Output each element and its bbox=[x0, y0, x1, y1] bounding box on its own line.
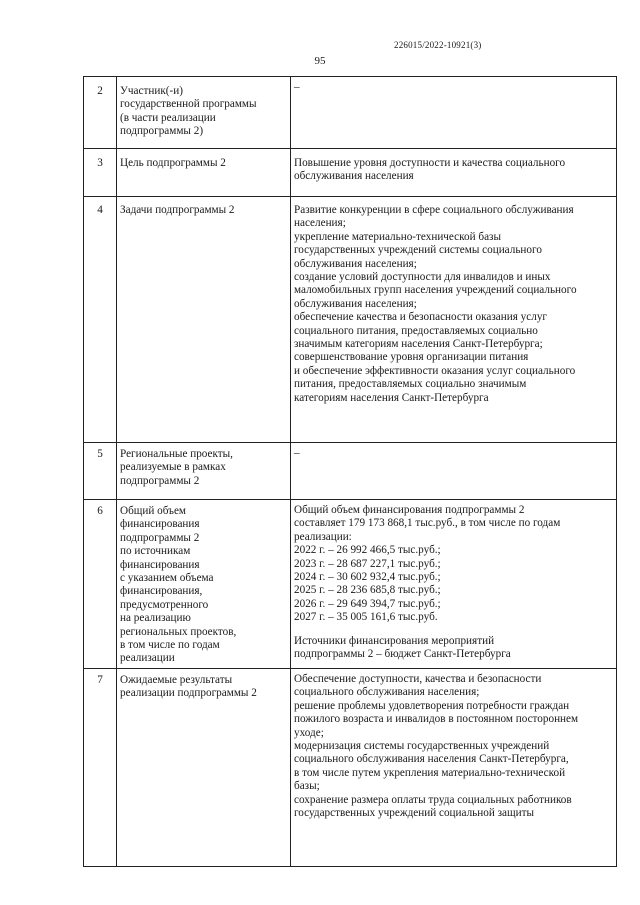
row-label: Региональные проекты, реализуемые в рамках подпрограммы 2 bbox=[117, 443, 291, 500]
document-id: 226015/2022-10921(3) bbox=[394, 40, 482, 50]
row-label: Ожидаемые результаты реализации подпрограммы 2 bbox=[117, 668, 291, 866]
row-label: Задачи подпрограммы 2 bbox=[117, 197, 291, 443]
row-number: 6 bbox=[84, 500, 117, 669]
page-number: 95 bbox=[314, 55, 326, 67]
row-content: – bbox=[291, 77, 617, 149]
table-row bbox=[84, 500, 617, 669]
row-content bbox=[291, 500, 617, 669]
row-label: Цель подпрограммы 2 bbox=[117, 149, 291, 197]
row-content: Повышение уровня доступности и качества социального обслуживания населения bbox=[291, 149, 617, 197]
row-number: 3 bbox=[84, 149, 117, 197]
row-number: 7 bbox=[84, 668, 117, 866]
spacer bbox=[294, 625, 613, 635]
row-number: 4 bbox=[84, 197, 117, 443]
financing-sources: Источники финансирования мероприятий подпрограммы 2 – бюджет Санкт-Петербурга bbox=[294, 634, 511, 661]
financing-total: Общий объем финансирования подпрограммы 2 составляет 179 173 868,1 тыс.руб., в том числе по годам реализации: 2022 г. – 26 992 466,5 тыс.руб.; 2023 г. – 28 687 227,1 тыс.руб.; 2024 г. – 30 602 932,4 тыс.руб.; 2025 г. – 28 236 685,8 тыс.руб.; 2026 г. – 29 649 394,7 тыс.руб.; 2027 г. – 35 005 161,6 тыс.руб. bbox=[294, 504, 561, 624]
row-label: Общий объем финансирования подпрограммы 2 по источникам финансирования с указанием объема финансирования, предусмотренного на реализацию региональных проектов, в том числе по годам реализации bbox=[117, 500, 291, 669]
row-number: 5 bbox=[84, 443, 117, 500]
table-row bbox=[84, 149, 617, 197]
row-content: Обеспечение доступности, качества и безопасности социального обслуживания населения; решение проблемы удовлетворения потребности граждан пожилого возраста и инвалидов в постоянном постороннем уходе; модернизация системы государственных учреждений социального обслуживания населения Санкт-Петербурга, в том числе путем укрепления материально-технической базы; сохранение размера оплаты труда социальных работников государственных учреждений социальной защиты bbox=[291, 668, 617, 866]
row-content: – bbox=[291, 443, 617, 500]
table-row bbox=[84, 77, 617, 149]
row-number: 2 bbox=[84, 77, 117, 149]
table-row bbox=[84, 443, 617, 500]
row-label: Участник(-и) государственной программы (в части реализации подпрограммы 2) bbox=[117, 77, 291, 149]
subprogram-passport-table bbox=[83, 76, 617, 867]
table-row bbox=[84, 197, 617, 443]
table-row bbox=[84, 668, 617, 866]
row-content: Развитие конкуренции в сфере социального обслуживания населения; укрепление материально-технической базы государственных учреждений системы социального обслуживания населения; создание условий доступности для инвалидов и иных маломобильных групп населения учреждений социального обслуживания населения; обеспечение качества и безопасности оказания услуг социального питания, предоставляемых социально значимым категориям населения Санкт-Петербурга; совершенствование уровня организации питания и обеспечение эффективности оказания услуг социального питания, предоставляемых социально значимым категориям населения Санкт-Петербурга bbox=[291, 197, 617, 443]
passport-table bbox=[83, 76, 617, 867]
